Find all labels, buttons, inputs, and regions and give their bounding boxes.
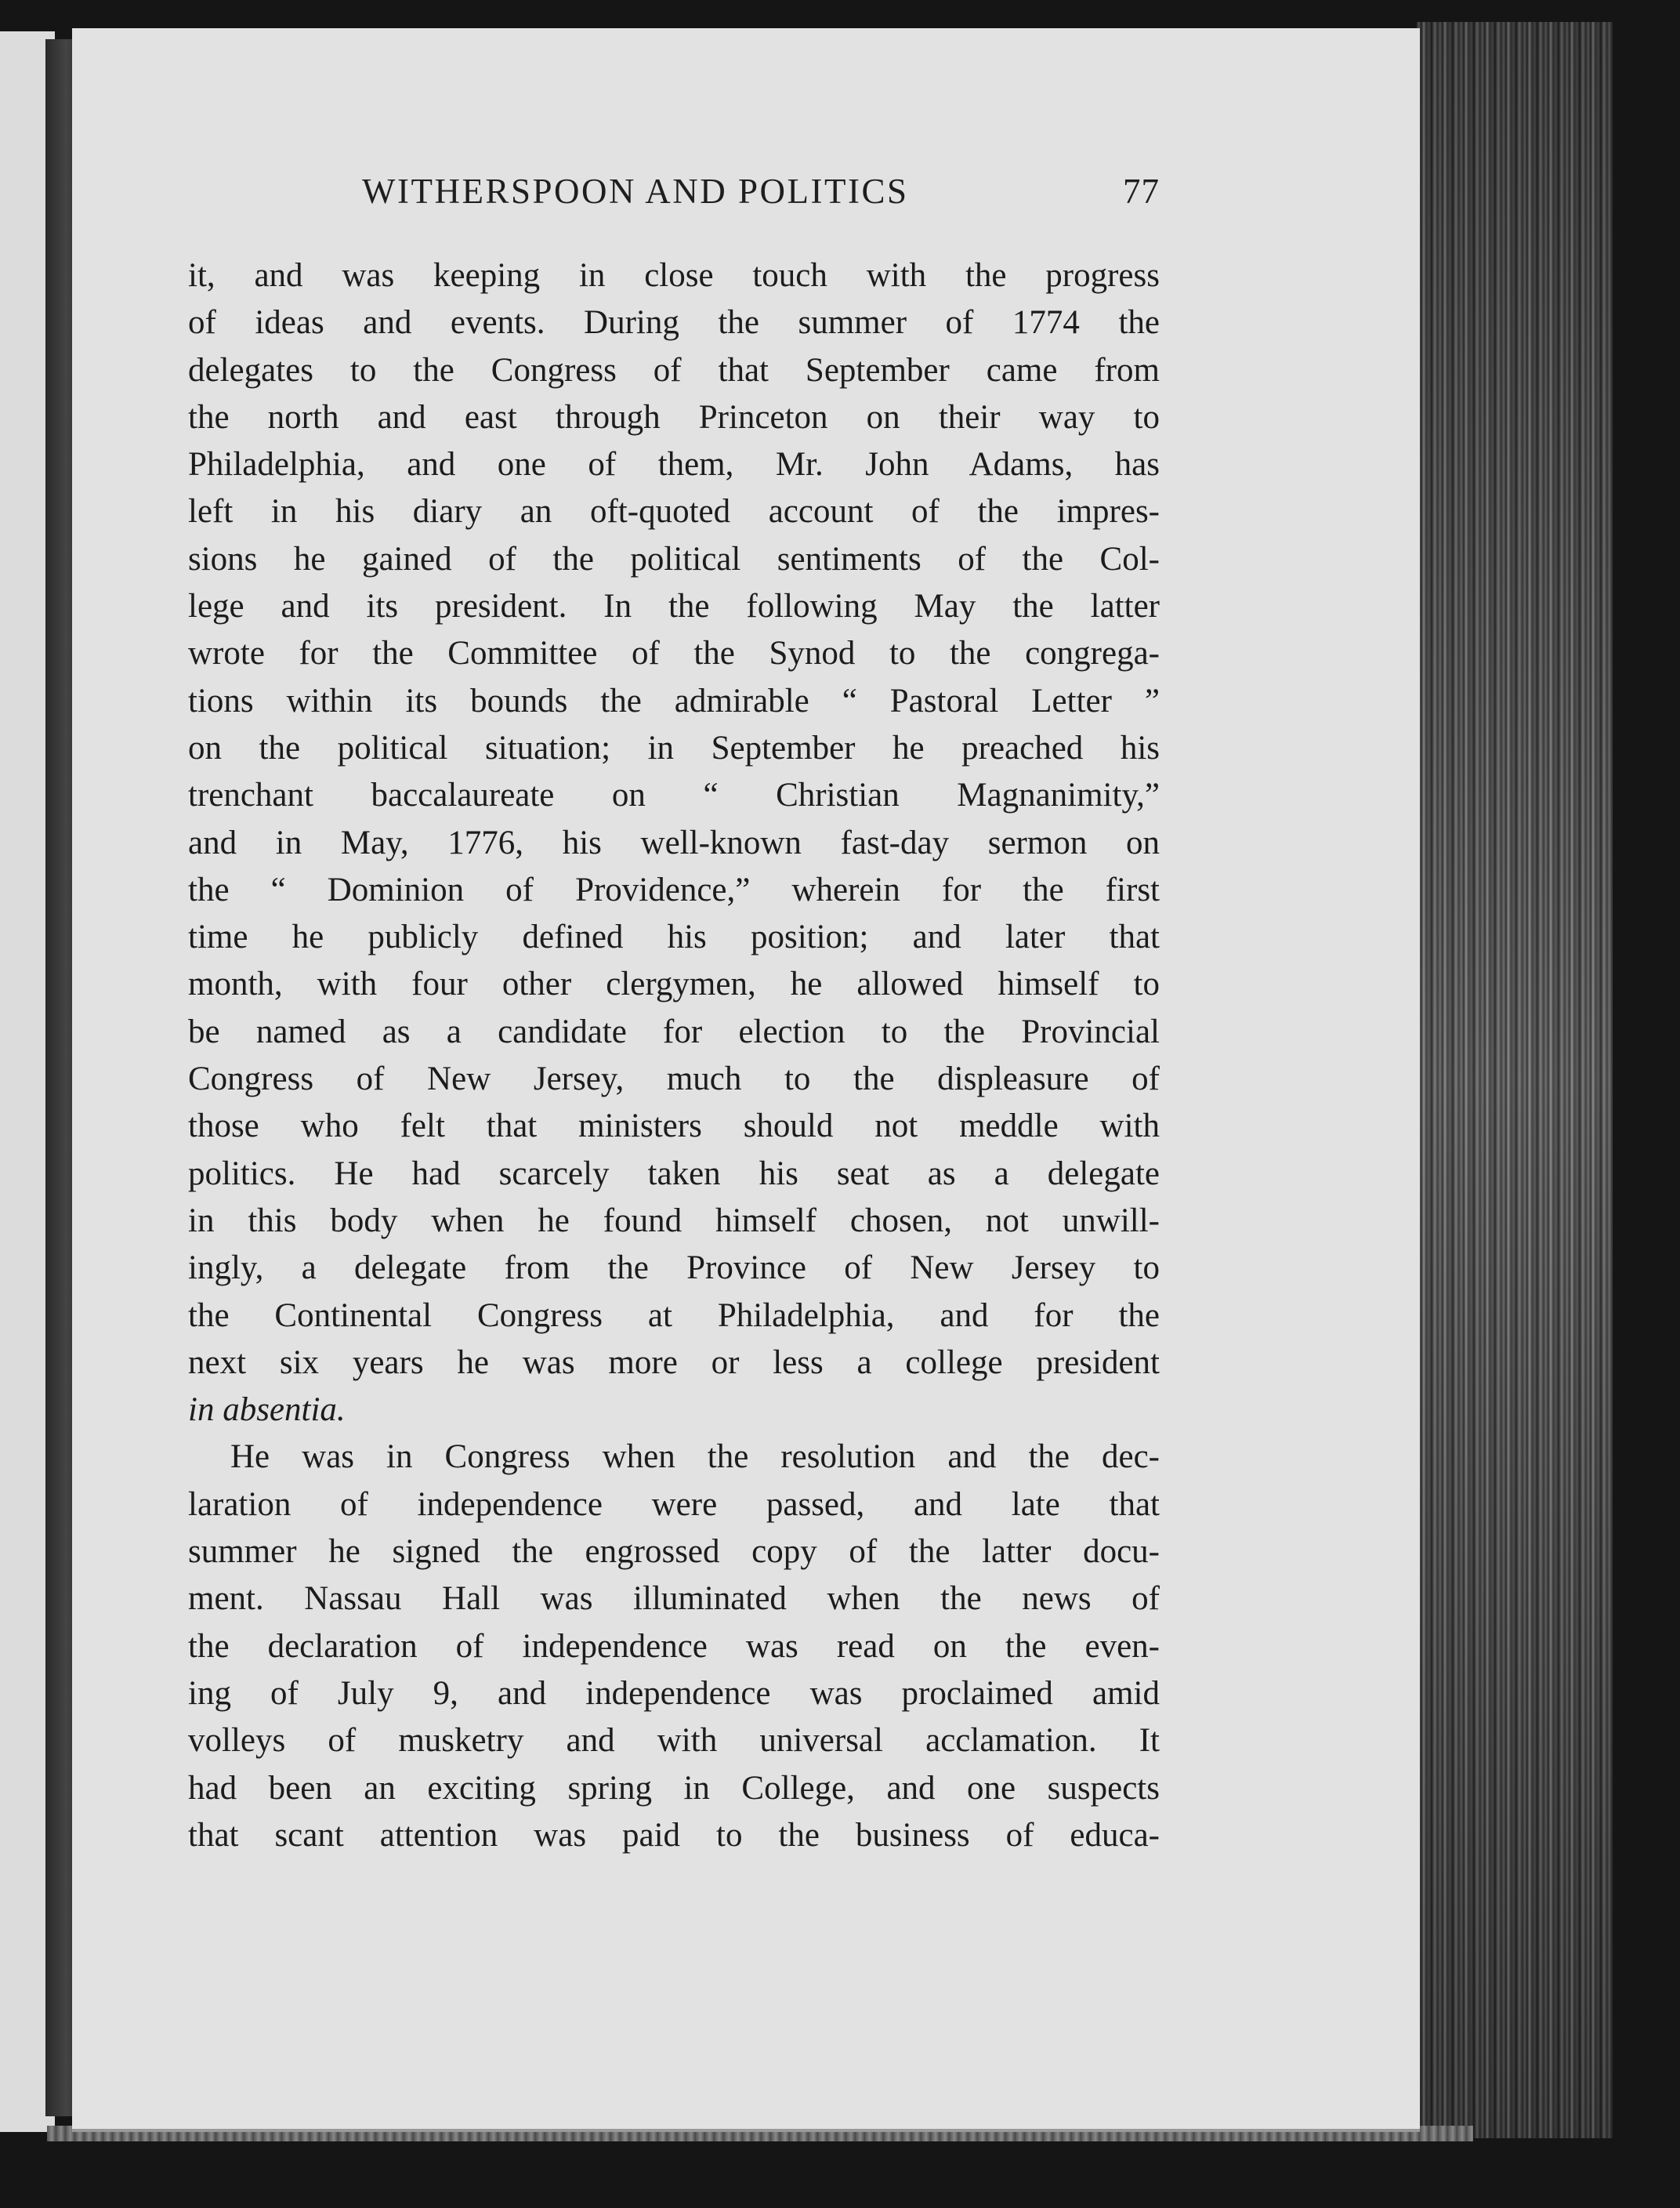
text-line: be named as a candidate for election to the Provincial (188, 1013, 1160, 1050)
text-line: had been an exciting spring in College, and one suspects (188, 1769, 1160, 1807)
page-edges (1417, 22, 1613, 2138)
text-line: of ideas and events. During the summer of 1774 the (188, 304, 1160, 342)
running-title: WITHERSPOON AND POLITICS (362, 172, 909, 211)
text-line: time he publicly defined his position; and later that (188, 919, 1160, 956)
text-line: summer he signed the engrossed copy of the latter docu- (188, 1533, 1160, 1571)
text-line: the Continental Congress at Philadelphia, and for the (188, 1296, 1160, 1334)
text-line: delegates to the Congress of that September came from (188, 351, 1160, 389)
text-line: ingly, a delegate from the Province of New Jersey to (188, 1249, 1160, 1287)
text-line: laration of independence were passed, and late that (188, 1485, 1160, 1523)
text-line: it, and was keeping in close touch with the progress (188, 257, 1160, 294)
text-line: next six years he was more or less a college president (188, 1343, 1160, 1381)
body-text (188, 252, 1160, 1859)
text-line: politics. He had scarcely taken his seat as a delegate (188, 1155, 1160, 1192)
text-line: ment. Nassau Hall was illuminated when the news of (188, 1580, 1160, 1618)
text-line: trenchant baccalaureate on “ Christian Magnanimity,” (188, 777, 1160, 814)
text-line: ing of July 9, and independence was proclaimed amid (188, 1674, 1160, 1712)
page-number: 77 (1123, 172, 1160, 211)
text-line: Congress of New Jersey, much to the displeasure of (188, 1060, 1160, 1098)
text-line-italic: in absentia. (188, 1391, 346, 1429)
text-line: in this body when he found himself chosen, not unwill- (188, 1202, 1160, 1239)
text-line: on the political situation; in September he preached his (188, 729, 1160, 767)
text-line: and in May, 1776, his well-known fast-day sermon on (188, 824, 1160, 861)
text-line: tions within its bounds the admirable “ Pastoral Letter ” (188, 682, 1160, 720)
text-line: He was in Congress when the resolution and the dec- (230, 1438, 1160, 1476)
text-line: left in his diary an oft-quoted account of the impres- (188, 493, 1160, 531)
text-line: lege and its president. In the following May the latter (188, 588, 1160, 625)
text-line: Philadelphia, and one of them, Mr. John Adams, has (188, 446, 1160, 484)
text-line: that scant attention was paid to the business of educa- (188, 1816, 1160, 1854)
running-header (362, 171, 1160, 229)
text-line: those who felt that ministers should not meddle with (188, 1108, 1160, 1145)
text-line: the declaration of independence was read on the even- (188, 1627, 1160, 1665)
text-line: sions he gained of the political sentiments of the Col- (188, 540, 1160, 578)
text-line: month, with four other clergymen, he allowed himself to (188, 966, 1160, 1003)
text-line: the north and east through Princeton on their way to (188, 398, 1160, 436)
text-line: the “ Dominion of Providence,” wherein for the first (188, 871, 1160, 908)
text-line: wrote for the Committee of the Synod to the congrega- (188, 635, 1160, 673)
text-line: volleys of musketry and with universal acclamation. It (188, 1722, 1160, 1760)
